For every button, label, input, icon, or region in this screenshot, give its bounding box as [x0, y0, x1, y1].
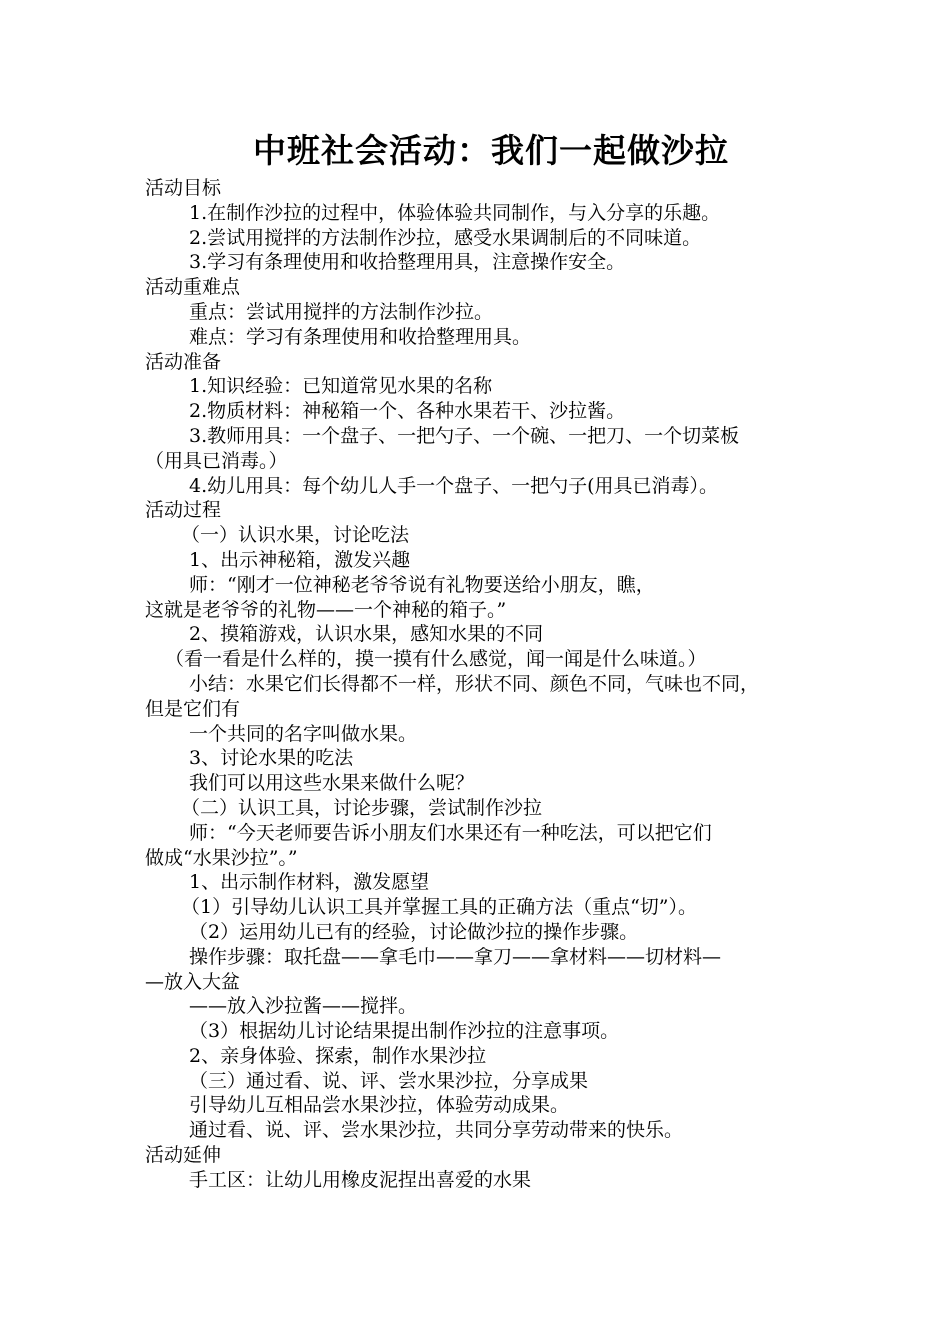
process-part-heading: （三）通过看、说、评、尝水果沙拉，分享成果: [189, 1069, 589, 1092]
section-heading-key-points: 活动重难点: [145, 276, 241, 299]
section-heading-preparation: 活动准备: [145, 350, 222, 373]
process-step: 3、讨论水果的吃法: [189, 747, 354, 770]
extension-item: 手工区：让幼儿用橡皮泥捏出喜爱的水果: [189, 1168, 532, 1191]
preparation-item: 4.幼儿用具：每个幼儿人手一个盘子、一把勺子(用具已消毒）。: [189, 474, 719, 497]
document-title: 中班社会活动：我们一起做沙拉: [253, 131, 729, 170]
process-step: 2、摸箱游戏，认识水果，感知水果的不同: [189, 623, 544, 646]
process-substep: （3）根据幼儿讨论结果提出制作沙拉的注意事项。: [189, 1020, 620, 1043]
process-text-continued: 但是它们有: [145, 697, 241, 720]
preparation-item-continued: （用具已消毒。）: [145, 449, 288, 472]
process-note: （看一看是什么样的，摸一摸有什么感觉，闻一闻是什么味道。）: [165, 648, 707, 671]
process-substep: （1）引导幼儿认识工具并掌握工具的正确方法（重点“切”）。: [181, 896, 698, 919]
process-text: 操作步骤：取托盘——拿毛巾——拿刀——拿材料——切材料—: [189, 945, 722, 968]
key-point-item: 重点：尝试用搅拌的方法制作沙拉。: [189, 300, 494, 323]
process-text: 师：“刚才一位神秘老爷爷说有礼物要送给小朋友，瞧，: [189, 573, 655, 596]
preparation-item: 1.知识经验：已知道常见水果的名称: [189, 375, 493, 398]
process-text: 我们可以用这些水果来做什么呢？: [189, 772, 475, 795]
preparation-item: 3.教师用具：一个盘子、一把勺子、一个碗、一把刀、一个切菜板: [189, 424, 740, 447]
process-text-continued: 做成“水果沙拉”。”: [145, 846, 298, 869]
section-heading-extension: 活动延伸: [145, 1144, 222, 1167]
goal-item: 1.在制作沙拉的过程中，体验体验共同制作，与入分享的乐趣。: [189, 201, 721, 224]
process-text: 通过看、说、评、尝水果沙拉，共同分享劳动带来的快乐。: [189, 1119, 684, 1142]
goal-item: 3.学习有条理使用和收拾整理用具，注意操作安全。: [189, 251, 626, 274]
section-heading-goals: 活动目标: [145, 177, 222, 199]
goal-item: 2.尝试用搅拌的方法制作沙拉，感受水果调制后的不同味道。: [189, 226, 702, 249]
document-page: [145, 126, 825, 1193]
process-step: 1、出示神秘箱，激发兴趣: [189, 548, 411, 571]
key-point-item: 难点：学习有条理使用和收拾整理用具。: [189, 325, 532, 348]
process-text-continued: 这就是老爷爷的礼物——一个神秘的箱子。”: [145, 598, 507, 621]
process-substep: （2）运用幼儿已有的经验，讨论做沙拉的操作步骤。: [189, 920, 639, 943]
process-step: 2、亲身体验、探索，制作水果沙拉: [189, 1044, 487, 1067]
preparation-item: 2.物质材料：神秘箱一个、各种水果若干、沙拉酱。: [189, 400, 626, 423]
process-step: 1、出示制作材料，激发愿望: [189, 871, 430, 894]
process-part-heading: （二）认识工具，讨论步骤，尝试制作沙拉: [181, 796, 543, 819]
process-text-continued: —放入大盆: [145, 970, 241, 993]
section-heading-process: 活动过程: [145, 499, 222, 522]
process-text: 师：“今天老师要告诉小朋友们水果还有一种吃法，可以把它们: [189, 821, 712, 844]
process-text: 一个共同的名字叫做水果。: [189, 722, 418, 745]
process-part-heading: （一）认识水果，讨论吃法: [181, 524, 410, 547]
process-text: 引导幼儿互相品尝水果沙拉，体验劳动成果。: [189, 1094, 570, 1117]
process-text: 小结：水果它们长得都不一样，形状不同、颜色不同，气味也不同，: [189, 672, 760, 695]
process-text: ——放入沙拉酱——搅拌。: [189, 995, 418, 1018]
